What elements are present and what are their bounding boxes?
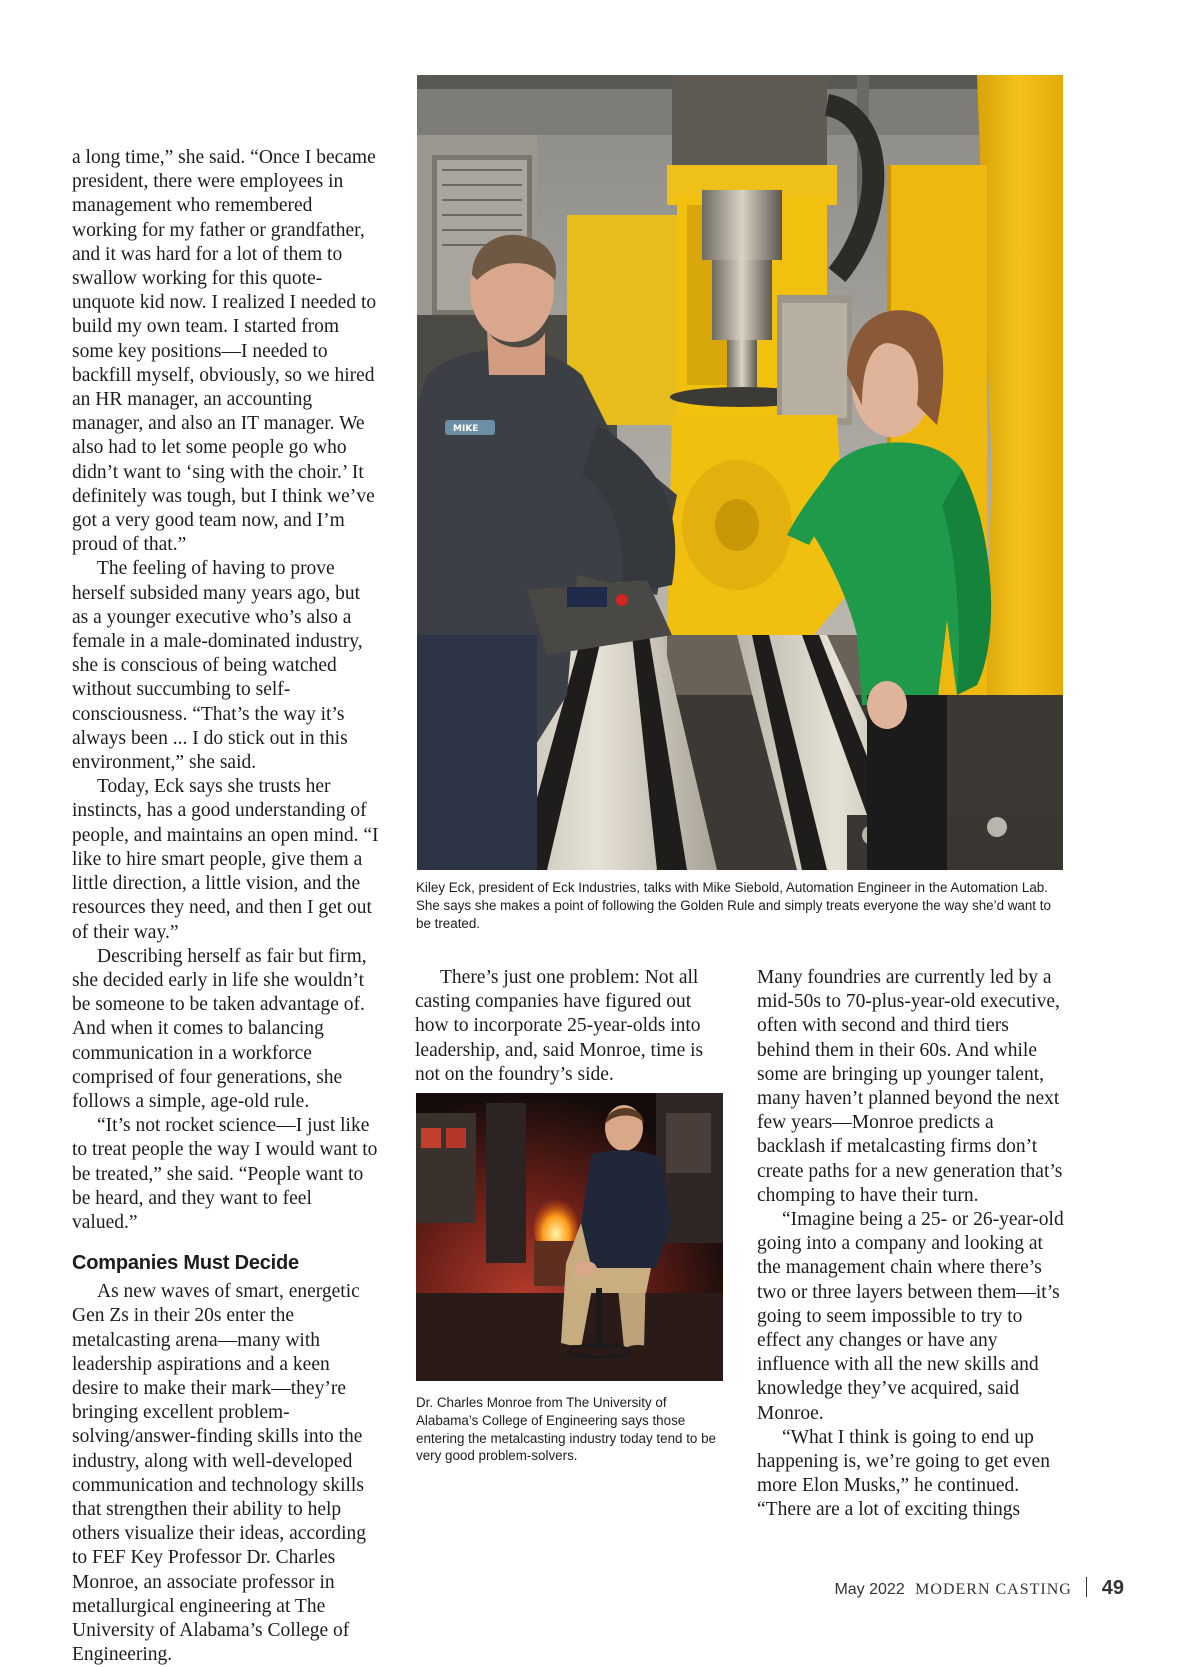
main-photo xyxy=(417,75,1063,870)
body-paragraph: Many foundries are currently led by a mid-50s to 70-plus-year-old executive, often with second and third tiers behind them in their 60s. And while some are bringing up younger talent, many haven’t planned beyond the next few years—Monroe predicts a backlash if metalcasting firms don’t create paths for a new generation that’s chomping to have their turn. xyxy=(757,967,1063,1206)
name-badge-text: MIKE xyxy=(453,424,479,434)
right-column xyxy=(757,966,1065,1523)
page-footer xyxy=(834,1577,1124,1600)
body-paragraph: “It’s not rocket science—I just like to treat people the way I would want to be treated,” she said. “People want to be heard, and they want to feel valued.” xyxy=(72,1115,378,1233)
middle-column xyxy=(415,966,705,1087)
section-heading: Companies Must Decide xyxy=(72,1252,299,1275)
body-paragraph: a long time,” she said. “Once I became president, there were employees in management who remembered working for my father or grandfather, and it was hard for a lot of them to swallow working for this quote-unquote kid now. I realized I needed to build my own team. I started from some key positions—I needed to backfill myself, obviously, so we hired an HR manager, an accounting manager, and also an IT manager. We also had to let some people go who didn’t want to ‘sing with the choir.’ It definitely was tough, but I think we’ve got a very good team now, and I’m proud of that.” xyxy=(72,147,377,556)
body-paragraph: “Imagine being a 25- or 26-year-old going into a company and looking at the management chain where there’s two or three layers between them—it’s going to seem impossible to try to effect any changes or have any influence with all the new skills and knowledge they’ve acquired, said Monroe. xyxy=(757,1209,1064,1424)
issue-date: May 2022 xyxy=(834,1581,905,1598)
robot-lab-illustration xyxy=(417,75,1063,870)
small-photo xyxy=(416,1093,723,1381)
body-paragraph: Today, Eck says she trusts her instincts, has a good understanding of people, and maintains an open mind. “I like to hire smart people, give them a little direction, a little vision, and the resources they need, and then I get out of their way.” xyxy=(72,776,379,943)
body-paragraph: The feeling of having to prove herself subsided many years ago, but as a younger executive who’s also a female in a male-dominated industry, she is conscious of being watched without succumbing to self-consciousness. “That’s the way it’s always been ... I do stick out in this environment,” she said. xyxy=(72,558,363,774)
professor-portrait xyxy=(416,1093,723,1381)
footer-divider xyxy=(1086,1577,1087,1597)
magazine-name: MODERN CASTING xyxy=(915,1581,1072,1598)
left-column xyxy=(72,146,380,1667)
body-paragraph: Describing herself as fair but firm, she decided early in life she wouldn’t be someone to be taken advantage of. And when it comes to balancing communication in a workforce comprised of four generations, she follows a simple, age-old rule. xyxy=(72,945,367,1112)
page-number: 49 xyxy=(1101,1577,1124,1599)
body-paragraph: “What I think is going to end up happening is, we’re going to get even more Elon Musks,” he continued. “There are a lot of exciting things xyxy=(757,1426,1050,1521)
small-photo-caption: Dr. Charles Monroe from The University of Alabama’s College of Engineering says those entering the metalcasting industry today tend to be very good problem-solvers. xyxy=(416,1395,716,1464)
body-paragraph: There’s just one problem: Not all casting companies have figured out how to incorporate 25-year-olds into leadership, and, said Monroe, time is not on the foundry’s side. xyxy=(415,967,704,1085)
body-paragraph: As new waves of smart, energetic Gen Zs in their 20s enter the metalcasting arena—many with leadership aspirations and a keen desire to make their mark—they’re bringing excellent problem-solving/answer-finding skills into the industry, along with well-developed communication and technology skills that strengthen their ability to help others visualize their ideas, according to FEF Key Professor Dr. Charles Monroe, an associate professor in metallurgical engineering at The University of Alabama’s College of Engineering. xyxy=(72,1281,367,1666)
main-photo-caption: Kiley Eck, president of Eck Industries, talks with Mike Siebold, Automation Engineer in the Automation Lab. She says she makes a point of following the Golden Rule and simply treats everyone the way she’d want to be treated. xyxy=(416,880,1051,931)
